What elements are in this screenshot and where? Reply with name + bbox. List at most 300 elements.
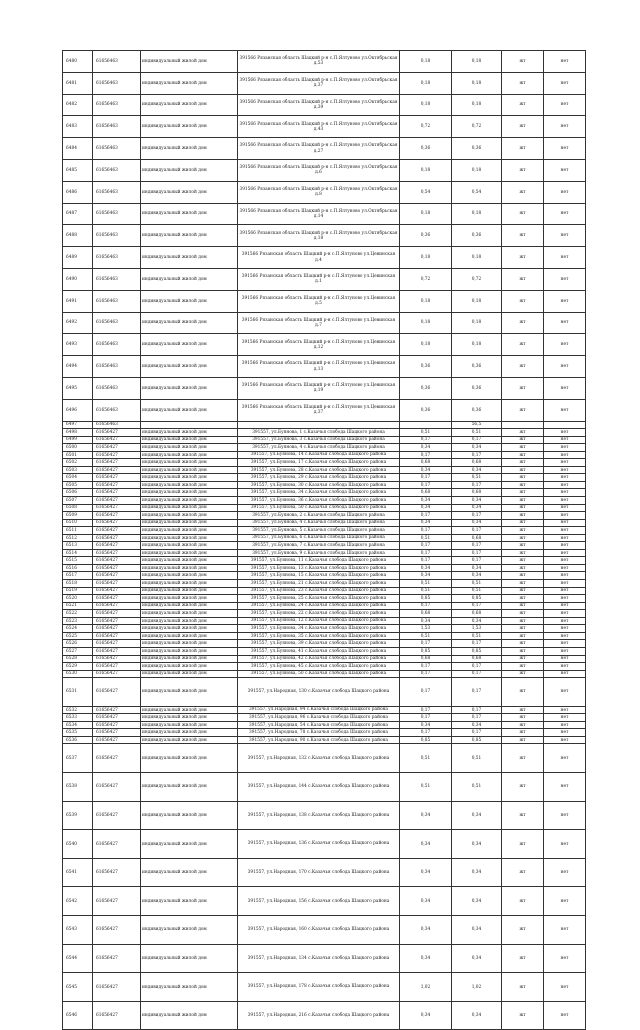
cell-value-b: 0,85 [452,647,502,655]
cell-object-type: индивидуальный жилой дом [141,489,238,497]
table-row [63,247,586,269]
cell-value-a: 0,34 [400,944,452,973]
cell-object-type: индивидуальный жилой дом [141,580,238,588]
cell-flag: нет [544,181,586,203]
table-row [63,72,586,94]
cell-value-a: 0,34 [400,519,452,527]
cell-code: 61656463 [93,268,141,290]
cell-unit: жт [502,706,544,714]
cell-value-b: 0,34 [452,887,502,916]
table-row [63,944,586,973]
cell-value-a: 0,17 [400,557,452,565]
cell-row-number: 6537 [63,744,93,773]
cell-value-b: 0,34 [452,916,502,945]
table-row [63,429,586,437]
cell-row-number: 6483 [63,116,93,138]
table-row [63,356,586,378]
cell-row-number: 6526 [63,640,93,648]
cell-flag: нет [544,489,586,497]
cell-row-number: 6531 [63,678,93,707]
table-row [63,138,586,160]
cell-object-type: индивидуальный жилой дом [141,268,238,290]
cell-flag: нет [544,557,586,565]
table-row [63,557,586,565]
cell-address: 391566 Рязанская область Шацкий р-н с.П.Ялтуново ул.Цевинская д.12 [238,334,400,356]
cell-row-number: 6516 [63,564,93,572]
cell-object-type: индивидуальный жилой дом [141,572,238,580]
cell-value-a: 0,85 [400,595,452,603]
cell-object-type: индивидуальный жилой дом [141,944,238,973]
cell-value-b: 0,17 [452,549,502,557]
cell-code: 61656427 [93,625,141,633]
cell-code: 61656463 [93,312,141,334]
cell-object-type: индивидуальный жилой дом [141,714,238,722]
cell-code: 61656427 [93,481,141,489]
cell-object-type: индивидуальный жилой дом [141,534,238,542]
cell-code: 61656427 [93,736,141,744]
cell-object-type: индивидуальный жилой дом [141,225,238,247]
cell-address: 391557, ул.Буянова, 2 с.Казачья слобода Шацкого района [238,512,400,520]
cell-address: 391557, ул.Буянова, 41 с.Казачья слобода Шацкого района [238,647,400,655]
cell-row-number: 6490 [63,268,93,290]
cell-address: 391557, ул.Буянова, 4 с.Казачья слобода Шацкого района [238,444,400,452]
cell-unit: жт [502,459,544,467]
cell-row-number: 6484 [63,138,93,160]
cell-flag: нет [544,714,586,722]
cell-value-b: 0,34 [452,944,502,973]
cell-code: 61656463 [93,159,141,181]
cell-row-number: 6519 [63,587,93,595]
cell-value-a: 0,17 [400,481,452,489]
cell-value-a: 0,34 [400,572,452,580]
cell-address: 391557, ул.Народная, 156 с.Казачья слобода Шацкого района [238,887,400,916]
cell-row-number: 6528 [63,655,93,663]
cell-value-b: 1,53 [452,625,502,633]
cell-row-number: 6513 [63,542,93,550]
cell-value-a: 0,34 [400,858,452,887]
cell-object-type: индивидуальный жилой дом [141,334,238,356]
cell-code: 61656427 [93,670,141,678]
cell-flag: нет [544,504,586,512]
cell-object-type: индивидуальный жилой дом [141,830,238,859]
cell-code: 61656463 [93,225,141,247]
cell-value-b: 0,17 [452,481,502,489]
cell-object-type: индивидуальный жилой дом [141,466,238,474]
table-row [63,334,586,356]
cell-unit: жт [502,557,544,565]
table-row [63,399,586,421]
cell-object-type: индивидуальный жилой дом [141,549,238,557]
cell-row-number: 6522 [63,610,93,618]
cell-row-number: 6533 [63,714,93,722]
cell-value-b: 0,34 [452,617,502,625]
cell-address: 391566 Рязанская область Шацкий р-н с.П.Ялтуново ул.Октябрьская д.14 [238,203,400,225]
table-row [63,451,586,459]
cell-address: 391566 Рязанская область Шацкий р-н с.П.Ялтуново ул.Цевинская д.7 [238,312,400,334]
cell-row-number: 6501 [63,451,93,459]
cell-object-type: индивидуальный жилой дом [141,587,238,595]
cell-address: 391557, ул.Буянова, 15 с.Казачья слобода Шацкого района [238,572,400,580]
cell-value-b: 0,36 [452,138,502,160]
cell-flag: нет [544,729,586,737]
cell-flag: нет [544,203,586,225]
cell-flag: нет [544,663,586,671]
cell-address: 391557, ул.Буянова, 13 с.Казачья слобода Шацкого района [238,564,400,572]
cell-unit: жт [502,225,544,247]
cell-value-a: 0,51 [400,773,452,802]
cell-value-a: 0,34 [400,466,452,474]
cell-code: 61656427 [93,497,141,505]
table-row [63,887,586,916]
cell-address: 391557, ул.Народная, 178 с.Казачья слобода Шацкого района [238,973,400,1002]
cell-row-number: 6485 [63,159,93,181]
cell-object-type: индивидуальный жилой дом [141,916,238,945]
cell-object-type: индивидуальный жилой дом [141,72,238,94]
table-row [63,203,586,225]
cell-flag: нет [544,527,586,535]
cell-value-b: 0,36 [452,356,502,378]
cell-code: 61656463 [93,181,141,203]
table-row [63,655,586,663]
cell-object-type: индивидуальный жилой дом [141,138,238,160]
cell-value-b: 0,34 [452,1001,502,1030]
cell-object-type: индивидуальный жилой дом [141,542,238,550]
cell-row-number: 6532 [63,706,93,714]
cell-address: 391557, ул.Буянова, 28 с.Казачья слобода Шацкого района [238,466,400,474]
cell-code: 61656427 [93,640,141,648]
cell-address: 391557, ул.Народная, 138 с.Казачья слобода Шацкого района [238,801,400,830]
table-row [63,436,586,444]
cell-flag: нет [544,138,586,160]
cell-flag: нет [544,736,586,744]
cell-address: 391566 Рязанская область Шацкий р-н с.П.Ялтуново ул.Октябрьская д.27 [238,138,400,160]
cell-code: 61656427 [93,549,141,557]
cell-value-b: 0,68 [452,459,502,467]
cell-unit: жт [502,858,544,887]
cell-code: 61656427 [93,436,141,444]
cell-flag: нет [544,72,586,94]
table-row [63,94,586,116]
cell-flag: нет [544,549,586,557]
cell-value-a: 0,51 [400,534,452,542]
table-row [63,497,586,505]
cell-flag: нет [544,944,586,973]
cell-code: 61656427 [93,602,141,610]
cell-flag: нет [544,610,586,618]
cell-value-b: 0,17 [452,557,502,565]
cell-address: 391566 Рязанская область Шацкий р-н с.П.Ялтуново ул.Цевинская д.13 [238,356,400,378]
cell-code: 61656427 [93,451,141,459]
cell-unit: жт [502,678,544,707]
cell-value-b: 0,51 [452,429,502,437]
table-row [63,519,586,527]
cell-row-number: 6510 [63,519,93,527]
table-row [63,580,586,588]
table-row [63,527,586,535]
cell-value-a: 0,18 [400,312,452,334]
cell-object-type: индивидуальный жилой дом [141,481,238,489]
table-row [63,444,586,452]
cell-object-type: индивидуальный жилой дом [141,203,238,225]
cell-object-type: индивидуальный жилой дом [141,159,238,181]
cell-unit: жт [502,973,544,1002]
cell-address: 391566 Рязанская область Шацкий р-н с.П.Ялтуново ул.Цевинская д.4 [238,247,400,269]
cell-row-number: 6500 [63,444,93,452]
cell-object-type: индивидуальный жилой дом [141,504,238,512]
cell-value-b: 0,17 [452,663,502,671]
cell-code: 61656463 [93,399,141,421]
cell-flag: нет [544,290,586,312]
cell-flag: нет [544,655,586,663]
cell-row-number: 6535 [63,729,93,737]
cell-object-type: индивидуальный жилой дом [141,564,238,572]
cell-address: 391557, ул.Народная, 96 с.Казачья слобода Шацкого района [238,714,400,722]
table-row [63,504,586,512]
cell-row-number: 6543 [63,916,93,945]
cell-object-type: индивидуальный жилой дом [141,451,238,459]
cell-object-type: индивидуальный жилой дом [141,356,238,378]
cell-flag: нет [544,625,586,633]
cell-unit: жт [502,572,544,580]
cell-code: 61656427 [93,729,141,737]
cell-object-type: индивидуальный жилой дом [141,736,238,744]
cell-code: 61656427 [93,714,141,722]
cell-flag: нет [544,744,586,773]
cell-unit: жт [502,663,544,671]
cell-code: 61656463 [93,334,141,356]
cell-object-type: индивидуальный жилой дом [141,459,238,467]
cell-object-type: индивидуальный жилой дом [141,444,238,452]
table-row [63,572,586,580]
cell-unit: жт [502,247,544,269]
cell-value-b: 0,18 [452,203,502,225]
table-row [63,466,586,474]
cell-row-number: 6489 [63,247,93,269]
cell-unit: жт [502,632,544,640]
cell-address: 391557, ул.Народная, 130 с.Казачья слобода Шацкого района [238,678,400,707]
table-row [63,729,586,737]
cell-code: 61656427 [93,916,141,945]
cell-flag: нет [544,377,586,399]
cell-object-type: индивидуальный жилой дом [141,377,238,399]
table-row [63,377,586,399]
cell-code: 61656427 [93,512,141,520]
cell-unit: жт [502,429,544,437]
cell-unit: жт [502,377,544,399]
cell-object-type: индивидуальный жилой дом [141,312,238,334]
cell-value-b: 0,85 [452,736,502,744]
cell-value-a: 0,51 [400,580,452,588]
cell-flag: нет [544,519,586,527]
cell-address: 391566 Рязанская область Шацкий р-н с.П.Ялтуново ул.Цевинская д.5 [238,290,400,312]
cell-value-a: 0,36 [400,225,452,247]
table-row [63,534,586,542]
cell-address: 391557, ул.Буянова, 50 с.Казачья слобода Шацкого района [238,504,400,512]
cell-unit: жт [502,72,544,94]
cell-address: 391566 Рязанская область Шацкий р-н с.П.Ялтуново ул.Октябрьская д.39 [238,94,400,116]
cell-address: 391566 Рязанская область Шацкий р-н с.П.Ялтуново ул.Цевинская д.37 [238,399,400,421]
cell-object-type: индивидуальный жилой дом [141,116,238,138]
cell-value-b: 0,18 [452,247,502,269]
cell-address: 391557, ул.Народная, 134 с.Казачья слобода Шацкого района [238,944,400,973]
cell-address: 391557, ул.Буянова, 17 с.Казачья слобода Шацкого района [238,459,400,467]
cell-row-number: 6527 [63,647,93,655]
table-row [63,670,586,678]
cell-flag: нет [544,466,586,474]
cell-row-number: 6511 [63,527,93,535]
table-row [63,858,586,887]
table-row [63,663,586,671]
cell-value-a: 0,34 [400,801,452,830]
cell-unit: жт [502,640,544,648]
cell-value-b: 0,18 [452,159,502,181]
cell-code: 61656463 [93,51,141,73]
cell-value-a: 0,18 [400,290,452,312]
cell-flag: нет [544,116,586,138]
cell-value-b: 0,34 [452,519,502,527]
cell-row-number: 6481 [63,72,93,94]
cell-unit: жт [502,94,544,116]
cell-unit: жт [502,116,544,138]
cell-row-number: 6492 [63,312,93,334]
cell-address: 391557, ул.Буянова, 42 с.Казачья слобода Шацкого района [238,655,400,663]
cell-value-a: 0,54 [400,181,452,203]
cell-address: 391557, ул.Буянова, 45 с.Казачья слобода Шацкого района [238,663,400,671]
cell-address: 391557, ул.Буянова, 11 с.Казачья слобода Шацкого района [238,557,400,565]
table-row [63,625,586,633]
cell-flag: нет [544,312,586,334]
cell-row-number: 6487 [63,203,93,225]
cell-row-number: 6521 [63,602,93,610]
cell-value-b: 0,34 [452,572,502,580]
cell-flag [544,421,586,429]
cell-object-type: индивидуальный жилой дом [141,655,238,663]
cell-value-a: 0,51 [400,587,452,595]
cell-address: 391557, ул.Народная, 144 с.Казачья слобода Шацкого района [238,773,400,802]
table-row [63,181,586,203]
cell-code: 61656427 [93,429,141,437]
cell-unit: жт [502,773,544,802]
cell-value-a: 0,34 [400,564,452,572]
cell-object-type: индивидуальный жилой дом [141,527,238,535]
cell-value-b: 0,36 [452,399,502,421]
cell-unit: жт [502,602,544,610]
cell-value-b: 0,18 [452,72,502,94]
cell-value-a: 0,18 [400,203,452,225]
cell-value-b: 0,34 [452,564,502,572]
cell-object-type: индивидуальный жилой дом [141,519,238,527]
cell-value-a: 0,17 [400,451,452,459]
cell-flag: нет [544,356,586,378]
cell-address: 391557, ул.Буянова, 21 с.Казачья слобода Шацкого района [238,580,400,588]
cell-address: 391557, ул.Буянова, 34 с.Казачья слобода Шацкого района [238,625,400,633]
cell-value-b: 0,85 [452,595,502,603]
cell-code: 61656463 [93,356,141,378]
cell-code: 61656427 [93,595,141,603]
cell-value-b: 0,68 [452,610,502,618]
table-row [63,587,586,595]
cell-value-b: 0,72 [452,268,502,290]
cell-unit: жт [502,312,544,334]
cell-flag: нет [544,334,586,356]
cell-row-number: 6502 [63,459,93,467]
cell-code: 61656427 [93,557,141,565]
cell-unit: жт [502,549,544,557]
cell-flag: нет [544,225,586,247]
cell-row-number: 6536 [63,736,93,744]
cell-address: 391557, ул.Народная, 132 с.Казачья слобода Шацкого района [238,744,400,773]
table-row [63,225,586,247]
cell-flag: нет [544,247,586,269]
cell-value-b: 0,34 [452,497,502,505]
cell-address: 391557, ул.Народная, 160 с.Казачья слобода Шацкого района [238,916,400,945]
cell-unit: жт [502,51,544,73]
cell-unit: жт [502,655,544,663]
cell-address: 391557, ул.Буянова, 30 с.Казачья слобода Шацкого района [238,481,400,489]
cell-address: 391557, ул.Буянова, 34 с.Казачья слобода Шацкого района [238,489,400,497]
cell-object-type: индивидуальный жилой дом [141,1001,238,1030]
cell-value-b: 0,54 [452,181,502,203]
cell-object-type: индивидуальный жилой дом [141,858,238,887]
cell-row-number: 6545 [63,973,93,1002]
cell-address: 391566 Рязанская область Шацкий р-н с.П.Ялтуново ул.Октябрьская д.53 [238,51,400,73]
cell-address: 391566 Рязанская область Шацкий р-н с.П.Ялтуново ул.Цевинская д.1 [238,268,400,290]
cell-unit: жт [502,474,544,482]
cell-flag: нет [544,647,586,655]
cell-value-a: 0,85 [400,736,452,744]
cell-code: 61656427 [93,973,141,1002]
cell-flag: нет [544,564,586,572]
cell-value-b: 0,17 [452,706,502,714]
table-row [63,116,586,138]
cell-value-a: 0,17 [400,678,452,707]
cell-unit: жт [502,887,544,916]
cell-address: 391566 Рязанская область Шацкий р-н с.П.Ялтуново ул.Октябрьская д.8 [238,181,400,203]
cell-value-b: 0,17 [452,714,502,722]
cell-object-type: индивидуальный жилой дом [141,617,238,625]
cell-unit: жт [502,481,544,489]
cell-code: 61656427 [93,617,141,625]
cell-row-number: 6495 [63,377,93,399]
table-row [63,421,586,429]
cell-object-type: индивидуальный жилой дом [141,94,238,116]
table-row [63,916,586,945]
cell-value-a: 0,17 [400,436,452,444]
cell-code: 61656427 [93,721,141,729]
cell-object-type: индивидуальный жилой дом [141,663,238,671]
table-row [63,721,586,729]
cell-flag: нет [544,436,586,444]
cell-value-b: 0,34 [452,830,502,859]
cell-unit: жт [502,527,544,535]
cell-value-a: 0,51 [400,632,452,640]
cell-address: 391557, ул.Буянова, 5 с.Казачья слобода Шацкого района [238,527,400,535]
cell-object-type: индивидуальный жилой дом [141,729,238,737]
cell-address: 391566 Рязанская область Шацкий р-н с.П.Ялтуново ул.Октябрьская д.18 [238,225,400,247]
cell-code: 61656463 [93,94,141,116]
table-row [63,773,586,802]
table-row [63,459,586,467]
cell-code: 61656427 [93,587,141,595]
cell-address: 391557, ул.Буянова, 25 с.Казачья слобода Шацкого района [238,595,400,603]
cell-unit: жт [502,436,544,444]
cell-code: 61656427 [93,534,141,542]
cell-value-a: 0,34 [400,497,452,505]
cell-code: 61656427 [93,773,141,802]
cell-flag: нет [544,399,586,421]
cell-code: 61656427 [93,858,141,887]
cell-value-b: 0,17 [452,527,502,535]
